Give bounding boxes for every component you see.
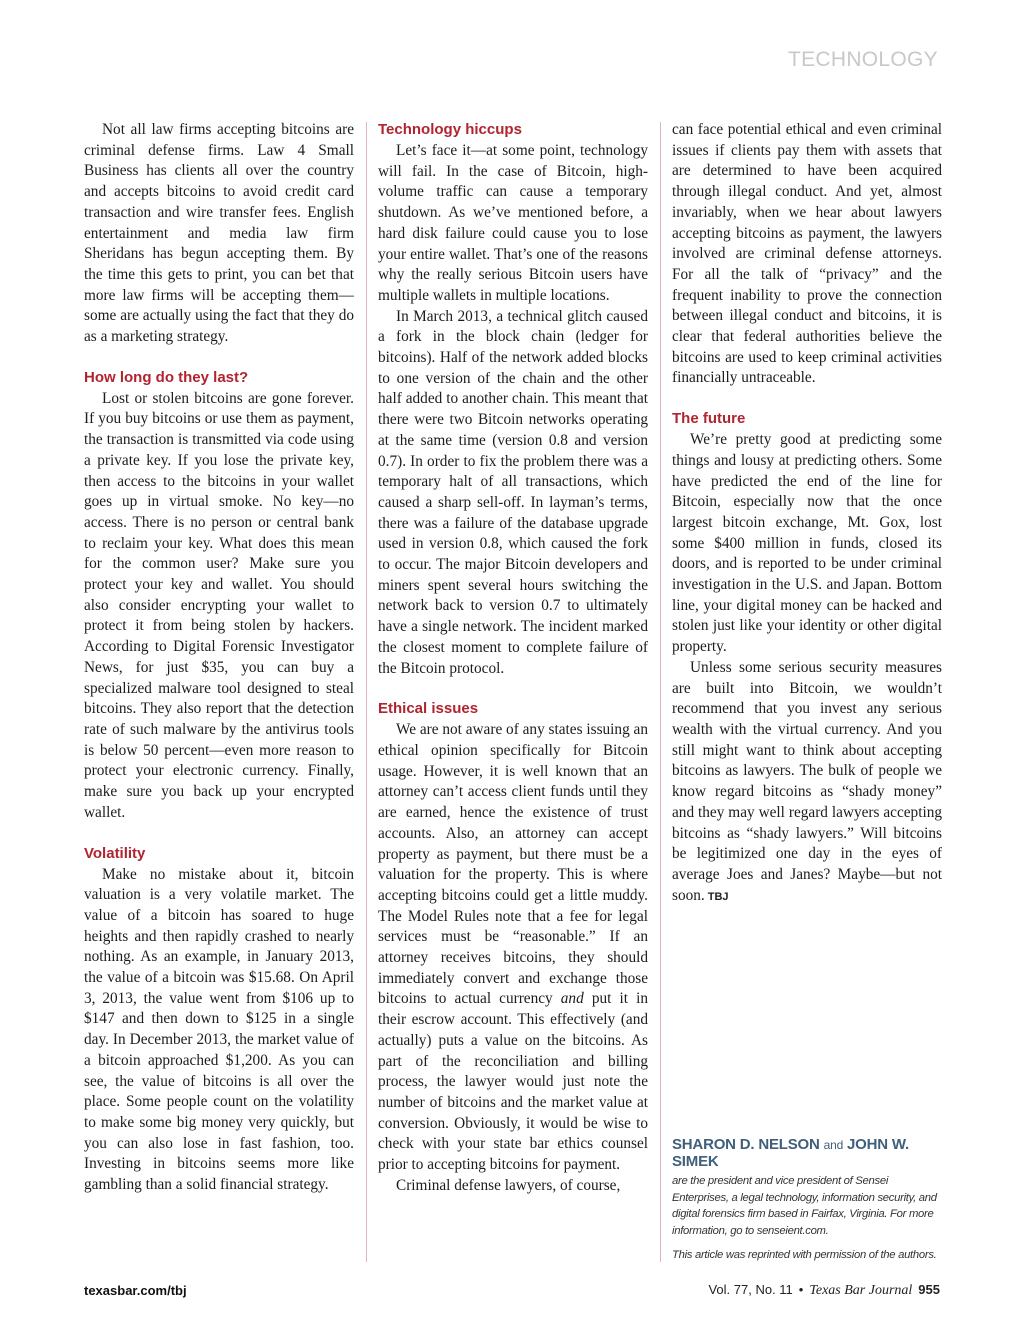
column-3: [672, 120, 942, 1260]
paragraph: Lost or stolen bitcoins are gone forever. If you buy bitcoins or use them as payment, the transaction is transmitted via code using a private key. If you lose the private key, then access to the bitcoins in your wallet goes up in virtual smoke. No key—no access. There is no person or central bank to reclaim your key. What does this mean for the common user? Make sure you protect your key and wallet. You should also consider encrypting your wallet to protect it from being stolen by hackers. According to Digital Forensic Investigator News, for just $35, you can buy a specialized malware tool designed to steal bitcoins. They also report that the detection rate of such malware by the antivirus tools is below 50 percent—even more reason to protect your electronic currency. Finally, make sure you back up your encrypted wallet.: [84, 389, 354, 821]
column-2: [378, 120, 648, 1260]
reprint-note: This article was reprinted with permission of the authors.: [672, 1249, 937, 1261]
footer-website: texasbar.com/tbj: [84, 1283, 187, 1298]
heading-ethical-issues: Ethical issues: [378, 700, 479, 718]
section-label: TECHNOLOGY: [787, 48, 938, 71]
column-divider: [660, 122, 661, 1262]
paragraph: Make no mistake about it, bitcoin valuation is a very volatile market. The value of a bitcoin has soared to huge heights and then rapidly crashed to nearly nothing. As an example, in January 2013, the value of a bitcoin was $15.68. On April 3, 2013, the value went from $106 up to $147 and then down to $125 in a single day. In December 2013, the market value of a bitcoin approached $1,200. As you can see, the value of bitcoins is all over the place. Some people count on the volatility to make some big money very quickly, but you can also lose in fast fashion, too. Investing in bitcoins seems more like gambling than a solid financial strategy.: [84, 865, 354, 1194]
page-number: 955: [918, 1282, 940, 1297]
author-name: JOHN W. SIMEK: [672, 1136, 909, 1170]
paragraph: Let’s face it—at some point, technology will fail. In the case of Bitcoin, high-volume traffic can cause a temporary shutdown. As we’ve mentioned before, a hard disk failure could cause you to lose your entire wallet. That’s one of the reasons why the really serious Bitcoin users have multiple wallets in multiple locations.: [378, 142, 648, 304]
heading-how-long-do-they-last: How long do they last?: [84, 368, 249, 386]
journal-title: Texas Bar Journal: [809, 1283, 913, 1298]
author-bio-text: are the president and vice president of Sensei Enterprises, a legal technology, information security, and digital forensics firm based in Fairfax, Virginia. For more information, go to senseient.com.: [672, 1175, 937, 1237]
paragraph: Not all law firms accepting bitcoins are criminal defense firms. Law 4 Small Business has clients all over the country and accepts bitcoins to avoid credit card transaction and wire transfer fees. English entertainment and media law firm Sheridans has begun accepting them. By the time this gets to print, you can bet that more law firms will be accepting them—some are actually using the fact that they do as a marketing strategy.: [84, 121, 354, 346]
tbj-end-mark: TBJ: [707, 890, 729, 903]
author-names: [672, 1136, 944, 1170]
text-run: Unless some serious security measures are built into Bitcoin, we wouldn’t recommend that you invest any serious wealth with the virtual currency. And you still might want to think about accepting bitcoins as lawyers. The bulk of people we know regard bitcoins as “shady money” and they may well regard lawyers accepting bitcoins as “shady lawyers.” Will bitcoins be legitimized one day in the eyes of average Joes and Janes? Maybe—but not soon.: [672, 658, 942, 904]
heading-technology-hiccups: Technology hiccups: [378, 121, 522, 138]
paragraph: [378, 720, 648, 1175]
bullet-separator: •: [798, 1282, 804, 1297]
paragraph: We’re pretty good at predicting some things and lousy at predicting others. Some have predicted the end of the line for Bitcoin, especially now that the once largest bitcoin exchange, Mt. Gox, lost some $400 million in funds, closed its doors, and is reported to be under criminal investigation in the U.S. and Japan. Bottom line, your digital money can be hacked and stolen just like your identity or other digital property.: [672, 431, 942, 656]
column-divider: [366, 122, 367, 1262]
volume-issue: Vol. 77, No. 11: [708, 1282, 793, 1297]
paragraph: can face potential ethical and even criminal issues if clients pay them with assets that are determined to have been acquired through illegal conduct. And yet, almost invariably, when we hear about lawyers accepting bitcoins as payment, the lawyers involved are criminal defense attorneys. For all the talk of “privacy” and the frequent inability to prove the connection between illegal conduct and bitcoins, it is clear that federal authorities believe the bitcoins are used to keep criminal activities financially untraceable.: [672, 121, 942, 387]
footer-folio: [708, 1282, 940, 1299]
column-1: [84, 120, 354, 1260]
author-name: SHARON D. NELSON: [672, 1136, 820, 1153]
heading-the-future: The future: [672, 410, 746, 428]
paragraph: Criminal defense lawyers, of course,: [396, 1176, 621, 1194]
author-conjunction: and: [823, 1138, 844, 1152]
author-bio: [672, 1136, 944, 1264]
paragraph: [672, 658, 942, 907]
text-run: put it in their escrow account. This effectively (and actually) puts a value on the bitcoins. As part of the reconciliation and billing process, the lawyer would just note the number of bitcoins and the market value at conversion. Obviously, it would be wise to check with your state bar ethics counsel prior to accepting bitcoins for payment.: [378, 990, 648, 1174]
heading-volatility: Volatility: [84, 844, 146, 862]
emphasis: and: [560, 990, 584, 1008]
paragraph: In March 2013, a technical glitch caused a fork in the block chain (ledger for bitcoins). Half of the network added blocks to one version of the chain and the other half added to another chain. This meant that there were two Bitcoin networks operating at the same time (version 0.8 and version 0.7). In order to fix the problem there was a temporary halt of all transactions, which caused a sharp sell-off. In layman’s terms, there was a failure of the database upgrade used in version 0.8, which caused the fork to occur. The major Bitcoin developers and miners spent several hours switching the network back to version 0.7 to ultimately have a single network. The incident marked the closest moment to complete failure of the Bitcoin protocol.: [378, 307, 648, 677]
text-run: We are not aware of any states issuing an ethical opinion specifically for Bitcoin usage. However, it is well known that an attorney can’t access client funds until they are earned, hence the existence of trust accounts. Also, an attorney can accept property as payment, but there must be a valuation for the property. This is where accepting bitcoins could get a little muddy. The Model Rules note that a fee for legal services must be “reasonable.” If an attorney receives bitcoins, they should immediately convert and exchange those bitcoins to actual currency: [378, 721, 648, 1008]
